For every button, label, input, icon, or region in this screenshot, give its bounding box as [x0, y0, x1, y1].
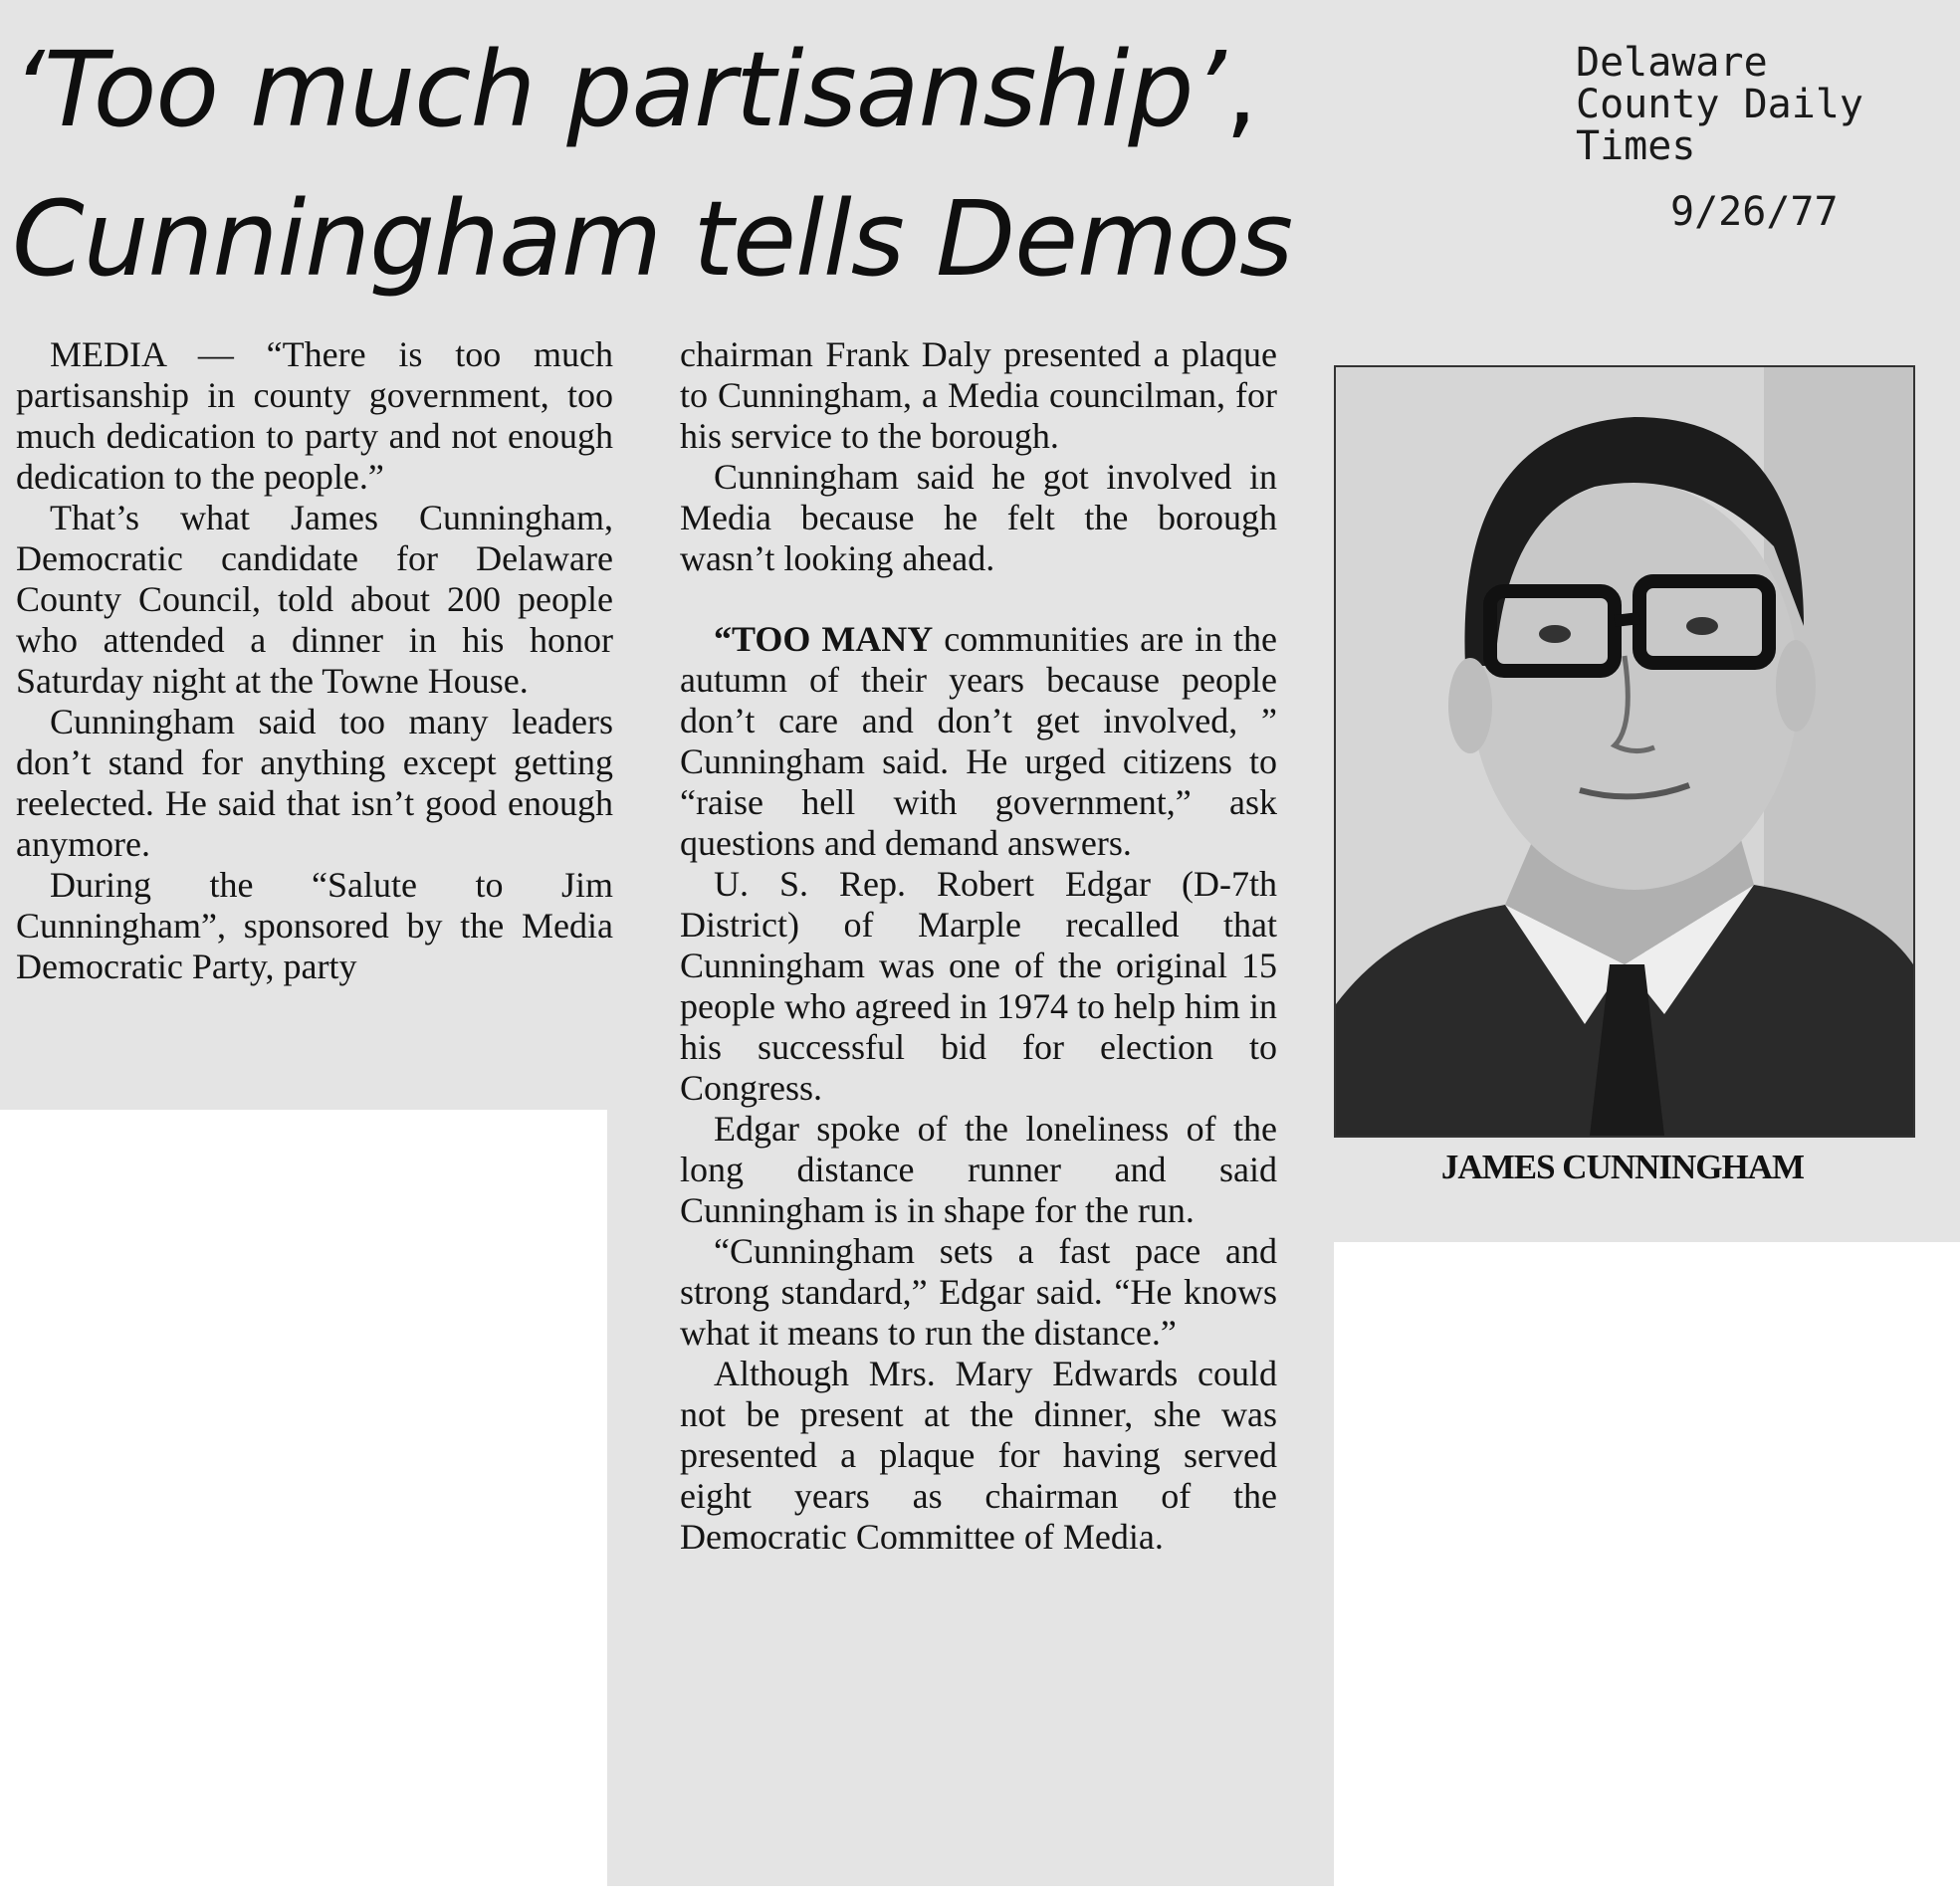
paragraph: “Cunningham sets a fast pace and strong standard,” Edgar said. “He knows what it means to run the distance.” [680, 1231, 1277, 1353]
photo-caption: JAMES CUNNINGHAM [1440, 1148, 1805, 1186]
headline-quote: ‘Too much partisanship’ [12, 29, 1225, 150]
paragraph: That’s what James Cunningham, Democratic candidate for Delaware County Council, told about 200 people who attended a dinner in his honor Saturday night at the Towne House. [16, 498, 613, 701]
source-stamp [1576, 42, 1863, 167]
headline-line-2: Cunningham tells Demos [12, 178, 1293, 300]
source-line-1: Delaware [1576, 40, 1768, 86]
handwritten-date: 9/26/77 [1670, 189, 1839, 235]
article-column-1 [16, 334, 613, 987]
paragraph: Cunningham said too many leaders don’t stand for anything except getting reelected. He said that isn’t good enough anymore. [16, 702, 613, 864]
headline-line-1 [12, 29, 1257, 150]
source-line-3: Times [1576, 123, 1696, 169]
paragraph: U. S. Rep. Robert Edgar (D-7th District) of Marple recalled that Cunningham was one of the original 15 people who agreed in 1974 to help him in his successful bid for election to Congress. [680, 864, 1277, 1108]
article-column-2 [680, 334, 1277, 1558]
portrait-icon [1336, 367, 1913, 1136]
paragraph: MEDIA — “There is too much partisanship in county government, too much dedication to party and not enough dedication to the people.” [16, 334, 613, 497]
paragraph [680, 619, 1277, 864]
portrait-photo [1334, 365, 1915, 1138]
subhead-lead: “TOO MANY [714, 619, 934, 659]
paragraph-text: communities are in the autumn of their years because people don’t care and don’t get involved, ” Cunningham said. He urged citizens to “raise hell with government,” ask questions and demand answers. [680, 619, 1278, 863]
paragraph: chairman Frank Daly presented a plaque to Cunningham, a Media councilman, for his service to the borough. [680, 334, 1277, 456]
headline-comma: , [1224, 29, 1257, 150]
paragraph: Edgar spoke of the loneliness of the long distance runner and said Cunningham is in shape for the run. [680, 1109, 1277, 1230]
paragraph: Although Mrs. Mary Edwards could not be present at the dinner, she was presented a plaque for having served eight years as chairman of the Democratic Committee of Media. [680, 1354, 1277, 1557]
source-line-2: County Daily [1576, 82, 1863, 127]
paragraph: During the “Salute to Jim Cunningham”, sponsored by the Media Democratic Party, party [16, 865, 613, 986]
paragraph: Cunningham said he got involved in Media because he felt the borough wasn’t looking ahead. [680, 457, 1277, 578]
